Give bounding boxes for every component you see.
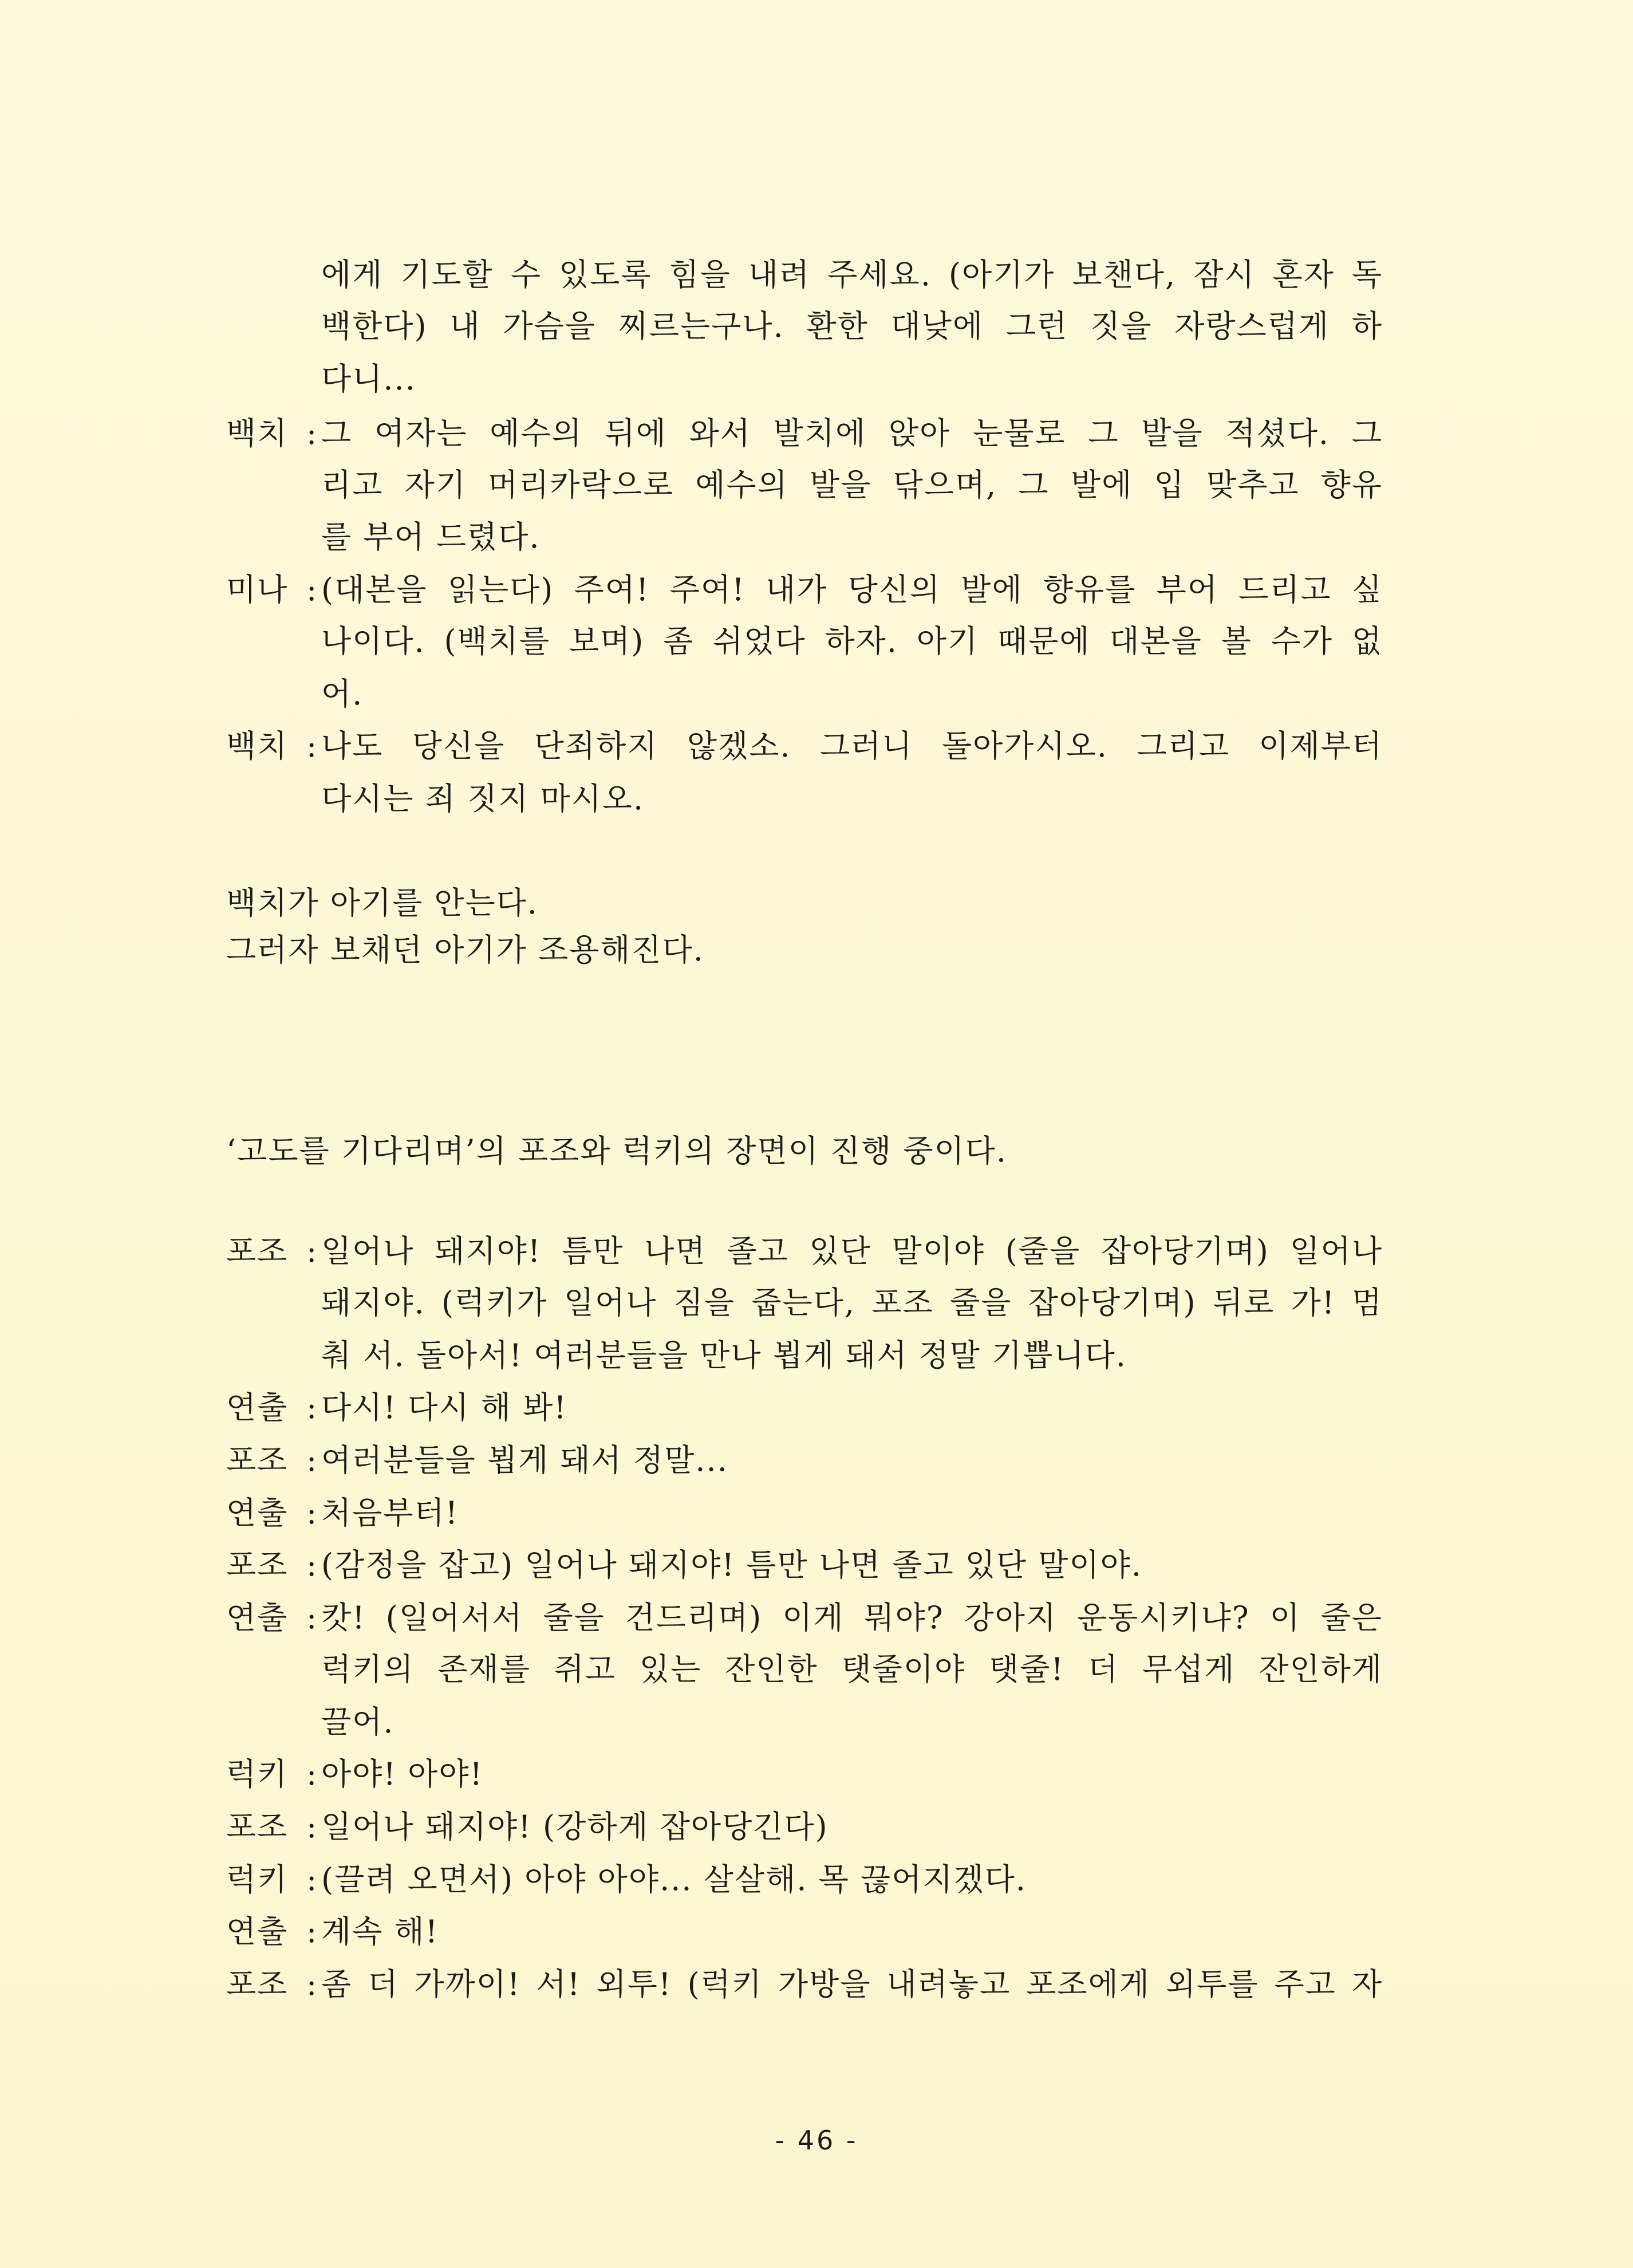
dialogue-line	[226, 1592, 1383, 1644]
colon: :	[306, 1547, 318, 1583]
stage-direction: 백치가 아기를 안는다.	[226, 885, 538, 921]
speaker-name: 백치	[226, 415, 289, 451]
speech-text: 그 여자는 예수의 뒤에 와서 발치에 앉아 눈물로 그 발을 적셨다. 그	[321, 415, 1383, 451]
dialogue-line	[226, 1487, 1383, 1539]
text-line: 를 부어 드렸다.	[321, 519, 541, 555]
speech-text: 나도 당신을 단죄하지 않겠소. 그러니 돌아가시오. 그리고 이제부터	[321, 728, 1383, 764]
speaker-name: 포조	[226, 1547, 289, 1583]
text-line: 에게 기도할 수 있도록 힘을 내려 주세요. (아기가 보챈다, 잠시 혼자 독	[321, 257, 1383, 293]
colon: :	[306, 1495, 318, 1531]
speech-text: 여러분들을 뵙게 돼서 정말...	[321, 1442, 728, 1478]
speech-text: 다시! 다시 해 봐!	[321, 1389, 567, 1426]
speaker-name: 연출	[226, 1913, 289, 1950]
scene-description: ‘고도를 기다리며’의 포조와 럭키의 장면이 진행 중이다.	[226, 1133, 1008, 1169]
text-line: 백한다) 내 가슴을 찌르는구나. 환한 대낮에 그런 짓을 자랑스럽게 하	[321, 308, 1383, 344]
stage-direction: 그러자 보채던 아기가 조용해진다.	[226, 932, 704, 968]
speech-text: (대본을 읽는다) 주여! 주여! 내가 당신의 발에 향유를 부어 드리고 싶	[321, 572, 1383, 608]
speech-text: 처음부터!	[321, 1495, 459, 1531]
colon: :	[306, 1913, 318, 1950]
speaker-name: 포조	[226, 1966, 289, 2002]
speaker-name: 미나	[226, 572, 289, 608]
colon: :	[306, 1756, 318, 1792]
speaker-name: 백치	[226, 728, 289, 764]
text-line: 나이다. (백치를 보며) 좀 쉬었다 하자. 아기 때문에 대본을 볼 수가 없	[321, 623, 1383, 659]
speech-text: 일어나 돼지야! 틈만 나면 졸고 있단 말이야 (줄을 잡아당기며) 일어나	[321, 1233, 1383, 1269]
colon: :	[306, 1966, 318, 2002]
colon: :	[306, 1809, 318, 1845]
dialogue-line	[226, 1226, 1383, 1277]
dialogue-line	[226, 720, 1383, 772]
dialogue-line	[226, 1539, 1383, 1591]
dialogue-line	[226, 1749, 1383, 1800]
colon: :	[306, 572, 318, 608]
text-line: 다니...	[321, 361, 416, 397]
speech-text: (끌려 오면서) 아야 아야... 살살해. 목 끊어지겠다.	[321, 1861, 1027, 1897]
speech-text: 계속 해!	[321, 1913, 439, 1950]
speaker-name: 포조	[226, 1442, 289, 1478]
dialogue-line	[226, 1854, 1383, 1905]
dialogue-line	[226, 1435, 1383, 1486]
speaker-name: 포조	[226, 1809, 289, 1845]
text-line: 끌어.	[321, 1704, 395, 1740]
text-line: 다시는 죄 짓지 마시오.	[321, 781, 645, 817]
speaker-name: 연출	[226, 1495, 289, 1531]
speaker-name: 연출	[226, 1389, 289, 1426]
colon: :	[306, 1233, 318, 1269]
speech-text: 좀 더 가까이! 서! 외투! (럭키 가방을 내려놓고 포조에게 외투를 주고 자	[321, 1966, 1383, 2002]
speech-text: 아야! 아야!	[321, 1756, 484, 1792]
text-line: 돼지야. (럭키가 일어나 짐을 줍는다, 포조 줄을 잡아당기며) 뒤로 가! 멈	[321, 1285, 1383, 1321]
speaker-name: 포조	[226, 1233, 289, 1269]
dialogue-line	[226, 1906, 1383, 1958]
colon: :	[306, 1861, 318, 1897]
text-line: 럭키의 존재를 쥐고 있는 잔인한 탯줄이야 탯줄! 더 무섭게 잔인하게	[321, 1651, 1383, 1687]
colon: :	[306, 728, 318, 764]
dialogue-line	[226, 408, 1383, 459]
text-line: 춰 서. 돌아서! 여러분들을 만나 뵙게 돼서 정말 기쁩니다.	[321, 1337, 1127, 1373]
dialogue-line	[226, 1801, 1383, 1853]
colon: :	[306, 1442, 318, 1478]
speaker-name: 럭키	[226, 1756, 289, 1792]
text-line: 리고 자기 머리카락으로 예수의 발을 닦으며, 그 발에 입 맞추고 향유	[321, 467, 1383, 503]
speech-text: 일어나 돼지야! (강하게 잡아당긴다)	[321, 1809, 829, 1845]
page-number: - 46 -	[775, 2125, 858, 2156]
colon: :	[306, 415, 318, 451]
dialogue-line	[226, 1959, 1383, 2010]
colon: :	[306, 1389, 318, 1426]
colon: :	[306, 1600, 318, 1636]
speech-text: 캇! (일어서서 줄을 건드리며) 이게 뭐야? 강아지 운동시키냐? 이 줄은	[321, 1600, 1383, 1636]
dialogue-line	[226, 564, 1383, 616]
dialogue-line	[226, 1382, 1383, 1434]
speaker-name: 연출	[226, 1600, 289, 1636]
speaker-name: 럭키	[226, 1861, 289, 1897]
text-line: 어.	[321, 676, 364, 712]
speech-text: (감정을 잡고) 일어나 돼지야! 틈만 나면 졸고 있단 말이야.	[321, 1547, 1142, 1583]
